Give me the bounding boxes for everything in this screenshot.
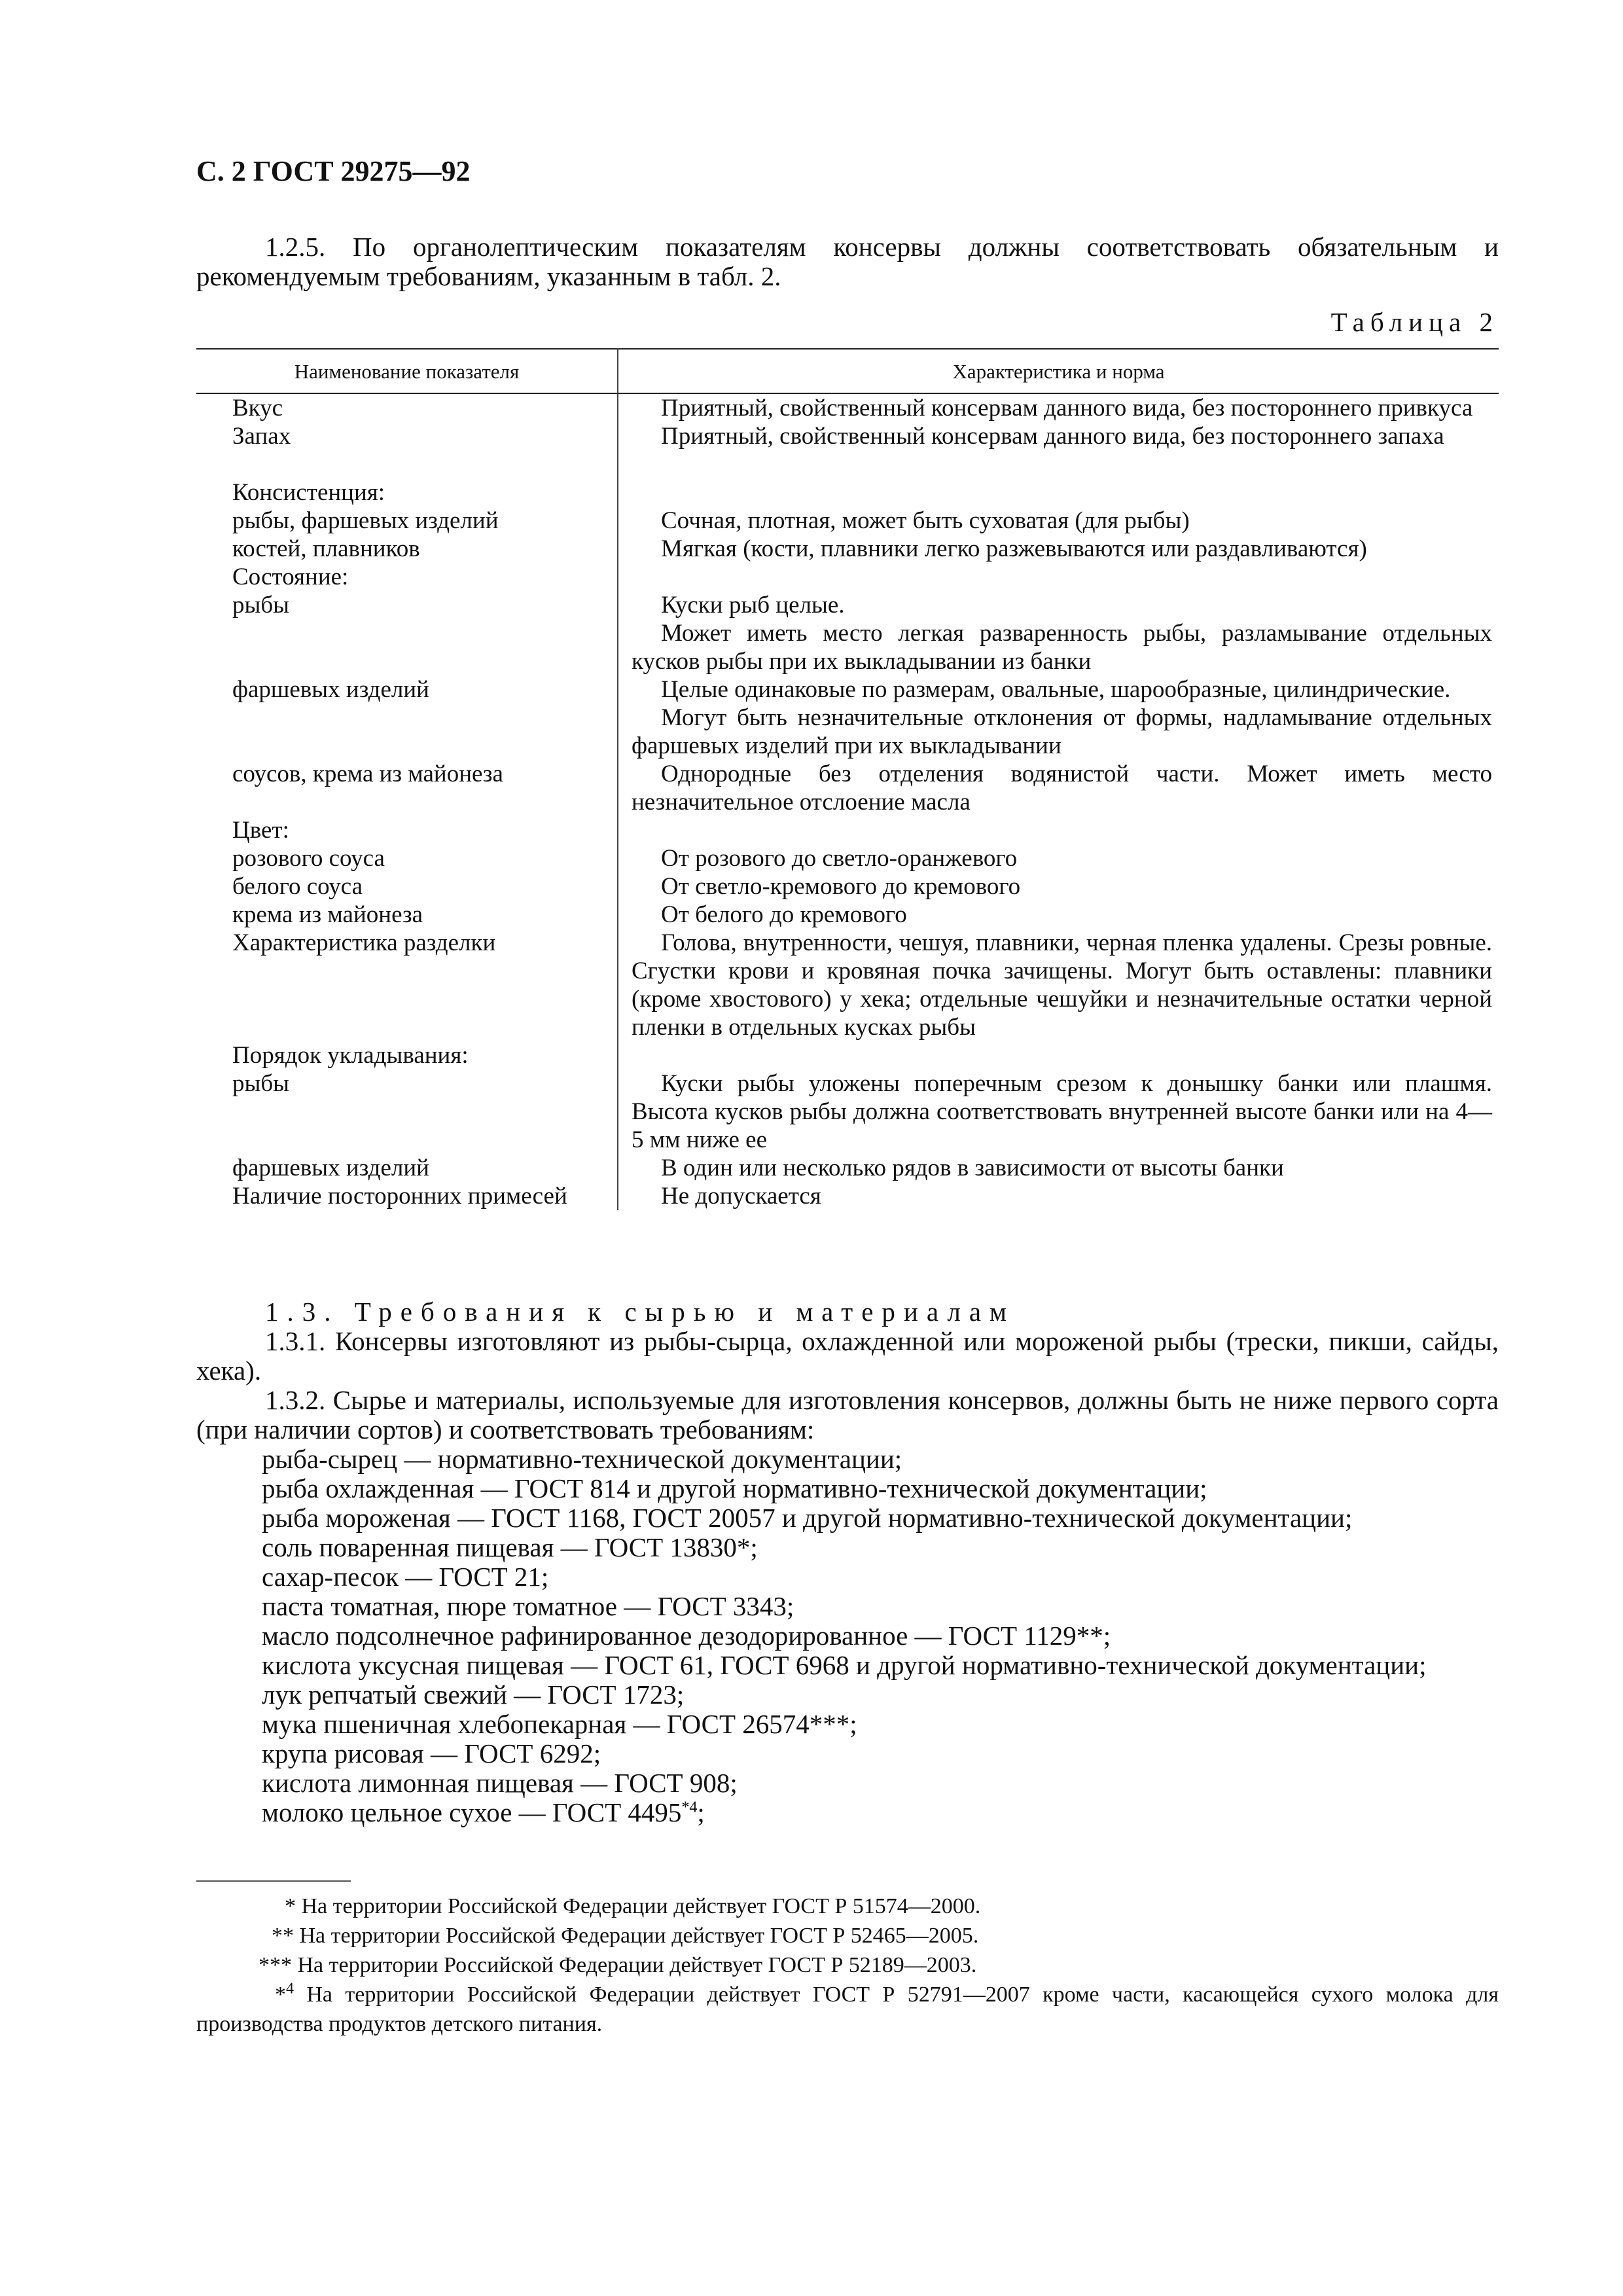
page-header: С. 2 ГОСТ 29275—92 bbox=[196, 155, 471, 187]
table-row bbox=[196, 563, 1499, 591]
table-row bbox=[196, 872, 1499, 901]
row-name: Характеристика разделки bbox=[196, 929, 618, 1041]
table-row bbox=[196, 1041, 1499, 1069]
row-group-heading: Порядок укладывания: bbox=[196, 1041, 618, 1069]
list-item: кислота уксусная пищевая — ГОСТ 61, ГОСТ 6968 и другой нормативно-технической документации; bbox=[262, 1650, 1427, 1680]
row-value-empty bbox=[618, 1041, 1499, 1069]
footnote-mark-sup: 4 bbox=[286, 1980, 294, 1998]
table-row bbox=[196, 591, 1499, 675]
row-value: Голова, внутренности, чешуя, плавники, черная пленка удалены. Срезы ровные. Сгустки крови и кровяная почка зачищены. Могут быть оставлены: плавники (кроме хвостового) у хека; отдельные чешуйки и незначительные остатки черной пленки в отдельных кусках рыбы bbox=[632, 929, 1492, 1041]
row-group-heading: Состояние: bbox=[196, 563, 618, 591]
footnote-mark: * bbox=[275, 1982, 286, 2007]
table-row bbox=[196, 675, 1499, 760]
list-item: рыба охлажденная — ГОСТ 814 и другой нормативно-технической документации; bbox=[262, 1473, 1207, 1503]
paragraph-1-2-5: 1.2.5. По органолептическим показателям консервы должны соответствовать обязательным и рекомендуемым требованиям, указанным в табл. 2. bbox=[196, 232, 1499, 291]
row-name: белого соуса bbox=[196, 872, 618, 901]
row-value-line: Куски рыб целые. bbox=[661, 592, 845, 619]
row-value: Не допускается bbox=[661, 1183, 821, 1210]
row-value: Однородные без отделения водянистой части. Может иметь место незначительное отслоение масла bbox=[632, 761, 1492, 816]
column-header-name: Наименование показателя bbox=[196, 349, 618, 393]
table-row bbox=[196, 816, 1499, 844]
row-name: костей, плавников bbox=[196, 535, 618, 563]
table-row bbox=[196, 535, 1499, 563]
row-value-empty bbox=[618, 450, 1499, 507]
table-row bbox=[196, 929, 1499, 1041]
section-1-3 bbox=[196, 1297, 1499, 1827]
organoleptic-table bbox=[196, 348, 1499, 1210]
row-value: Сочная, плотная, может быть суховатая (для рыбы) bbox=[661, 507, 1190, 534]
list-item: лук репчатый свежий — ГОСТ 1723; bbox=[262, 1679, 685, 1710]
row-name: рыбы bbox=[196, 591, 618, 675]
row-value bbox=[618, 675, 1499, 760]
table-row bbox=[196, 393, 1499, 422]
row-value-line: Целые одинаковые по размерам, овальные, шарообразные, цилиндрические. bbox=[661, 676, 1451, 703]
section-heading: 1.3. Требования к сырью и материалам bbox=[265, 1297, 1016, 1327]
list-item-text: молоко цельное сухое — ГОСТ 4495 bbox=[262, 1797, 682, 1827]
row-group-heading: Цвет: bbox=[196, 816, 618, 844]
row-name: Запах bbox=[196, 422, 618, 450]
table-row bbox=[196, 901, 1499, 929]
table-row bbox=[196, 1154, 1499, 1182]
row-value bbox=[618, 591, 1499, 675]
list-item: крупа рисовая — ГОСТ 6292; bbox=[262, 1738, 601, 1768]
list-item: рыба мороженая — ГОСТ 1168, ГОСТ 20057 и другой нормативно-технической документации; bbox=[262, 1503, 1353, 1533]
row-value-line: Могут быть незначительные отклонения от формы, надламывание отдельных фаршевых изделий при их выкладывании bbox=[632, 704, 1492, 759]
list-item: мука пшеничная хлебопекарная — ГОСТ 26574***; bbox=[262, 1709, 857, 1739]
row-value: От светло-кремового до кремового bbox=[661, 873, 1021, 900]
row-value-line: Может иметь место легкая разваренность рыбы, разламывание отдельных кусков рыбы при их выкладывании из банки bbox=[632, 620, 1492, 675]
row-value: В один или несколько рядов в зависимости от высоты банки bbox=[661, 1155, 1284, 1181]
list-item: масло подсолнечное рафинированное дезодорированное — ГОСТ 1129**; bbox=[262, 1621, 1111, 1651]
row-name: рыбы, фаршевых изделий bbox=[196, 507, 618, 535]
row-value: Мягкая (кости, плавники легко разжевываются или раздавливаются) bbox=[661, 535, 1367, 562]
paragraph-1-3-2: 1.3.2. Сырье и материалы, используемые для изготовления консервов, должны быть не ниже первого сорта (при наличии сортов) и соответствовать требованиям: bbox=[196, 1385, 1499, 1444]
list-item: паста томатная, пюре томатное — ГОСТ 3343; bbox=[262, 1591, 794, 1621]
row-value: От розового до светло-оранжевого bbox=[661, 845, 1018, 872]
table-row bbox=[196, 1069, 1499, 1154]
list-item: соль поваренная пищевая — ГОСТ 13830*; bbox=[262, 1532, 758, 1562]
footnote: * На территории Российской Федерации действует ГОСТ Р 51574—2000. bbox=[285, 1894, 981, 1918]
table-caption: Таблица 2 bbox=[1330, 307, 1499, 337]
row-value: Приятный, свойственный консервам данного вида, без постороннего запаха bbox=[661, 423, 1444, 450]
row-name: фаршевых изделий bbox=[196, 675, 618, 760]
row-name: розового соуса bbox=[196, 844, 618, 872]
table-header-row bbox=[196, 349, 1499, 393]
list-item bbox=[196, 1798, 1499, 1827]
row-name: крема из майонеза bbox=[196, 901, 618, 929]
row-value: Куски рыбы уложены поперечным срезом к донышку банки или плашмя. Высота кусков рыбы должна соответствовать внутренней высоте банки или на 4—5 мм ниже ее bbox=[632, 1070, 1492, 1153]
footnote-separator bbox=[196, 1880, 351, 1882]
table-row bbox=[196, 422, 1499, 450]
footnote-mark: *4 bbox=[681, 1799, 698, 1816]
table-row bbox=[196, 1182, 1499, 1210]
row-name: фаршевых изделий bbox=[196, 1154, 618, 1182]
list-item: сахар-песок — ГОСТ 21; bbox=[262, 1562, 549, 1592]
row-group-heading: Консистенция: bbox=[196, 450, 618, 507]
list-item: кислота лимонная пищевая — ГОСТ 908; bbox=[262, 1768, 738, 1798]
footnote bbox=[196, 1980, 1499, 2039]
table-row bbox=[196, 760, 1499, 816]
row-name: рыбы bbox=[196, 1069, 618, 1154]
footnote: *** На территории Российской Федерации действует ГОСТ Р 52189—2003. bbox=[259, 1953, 977, 1977]
footnote-text: На территории Российской Федерации действует ГОСТ Р 52791—2007 кроме части, касающейся сухого молока для производства продуктов детского питания. bbox=[196, 1982, 1499, 2036]
list-item-end: ; bbox=[697, 1797, 705, 1827]
table-row bbox=[196, 507, 1499, 535]
footnotes bbox=[196, 1892, 1499, 2039]
row-value: Приятный, свойственный консервам данного вида, без постороннего привкуса bbox=[661, 395, 1473, 422]
footnote: ** На территории Российской Федерации действует ГОСТ Р 52465—2005. bbox=[272, 1924, 979, 1948]
row-name: Вкус bbox=[196, 393, 618, 422]
row-name: соусов, крема из майонеза bbox=[196, 760, 618, 816]
list-item: рыба-сырец — нормативно-технической документации; bbox=[262, 1444, 902, 1474]
table-row bbox=[196, 844, 1499, 872]
column-header-norm: Характеристика и норма bbox=[618, 349, 1499, 393]
paragraph-1-3-1: 1.3.1. Консервы изготовляют из рыбы-сырца, охлажденной или мороженой рыбы (трески, пикши, сайды, хека). bbox=[196, 1326, 1499, 1386]
table-row bbox=[196, 450, 1499, 507]
row-value: От белого до кремового bbox=[661, 901, 907, 928]
row-value-empty bbox=[618, 563, 1499, 591]
row-name: Наличие посторонних примесей bbox=[196, 1182, 618, 1210]
row-value-empty bbox=[618, 816, 1499, 844]
